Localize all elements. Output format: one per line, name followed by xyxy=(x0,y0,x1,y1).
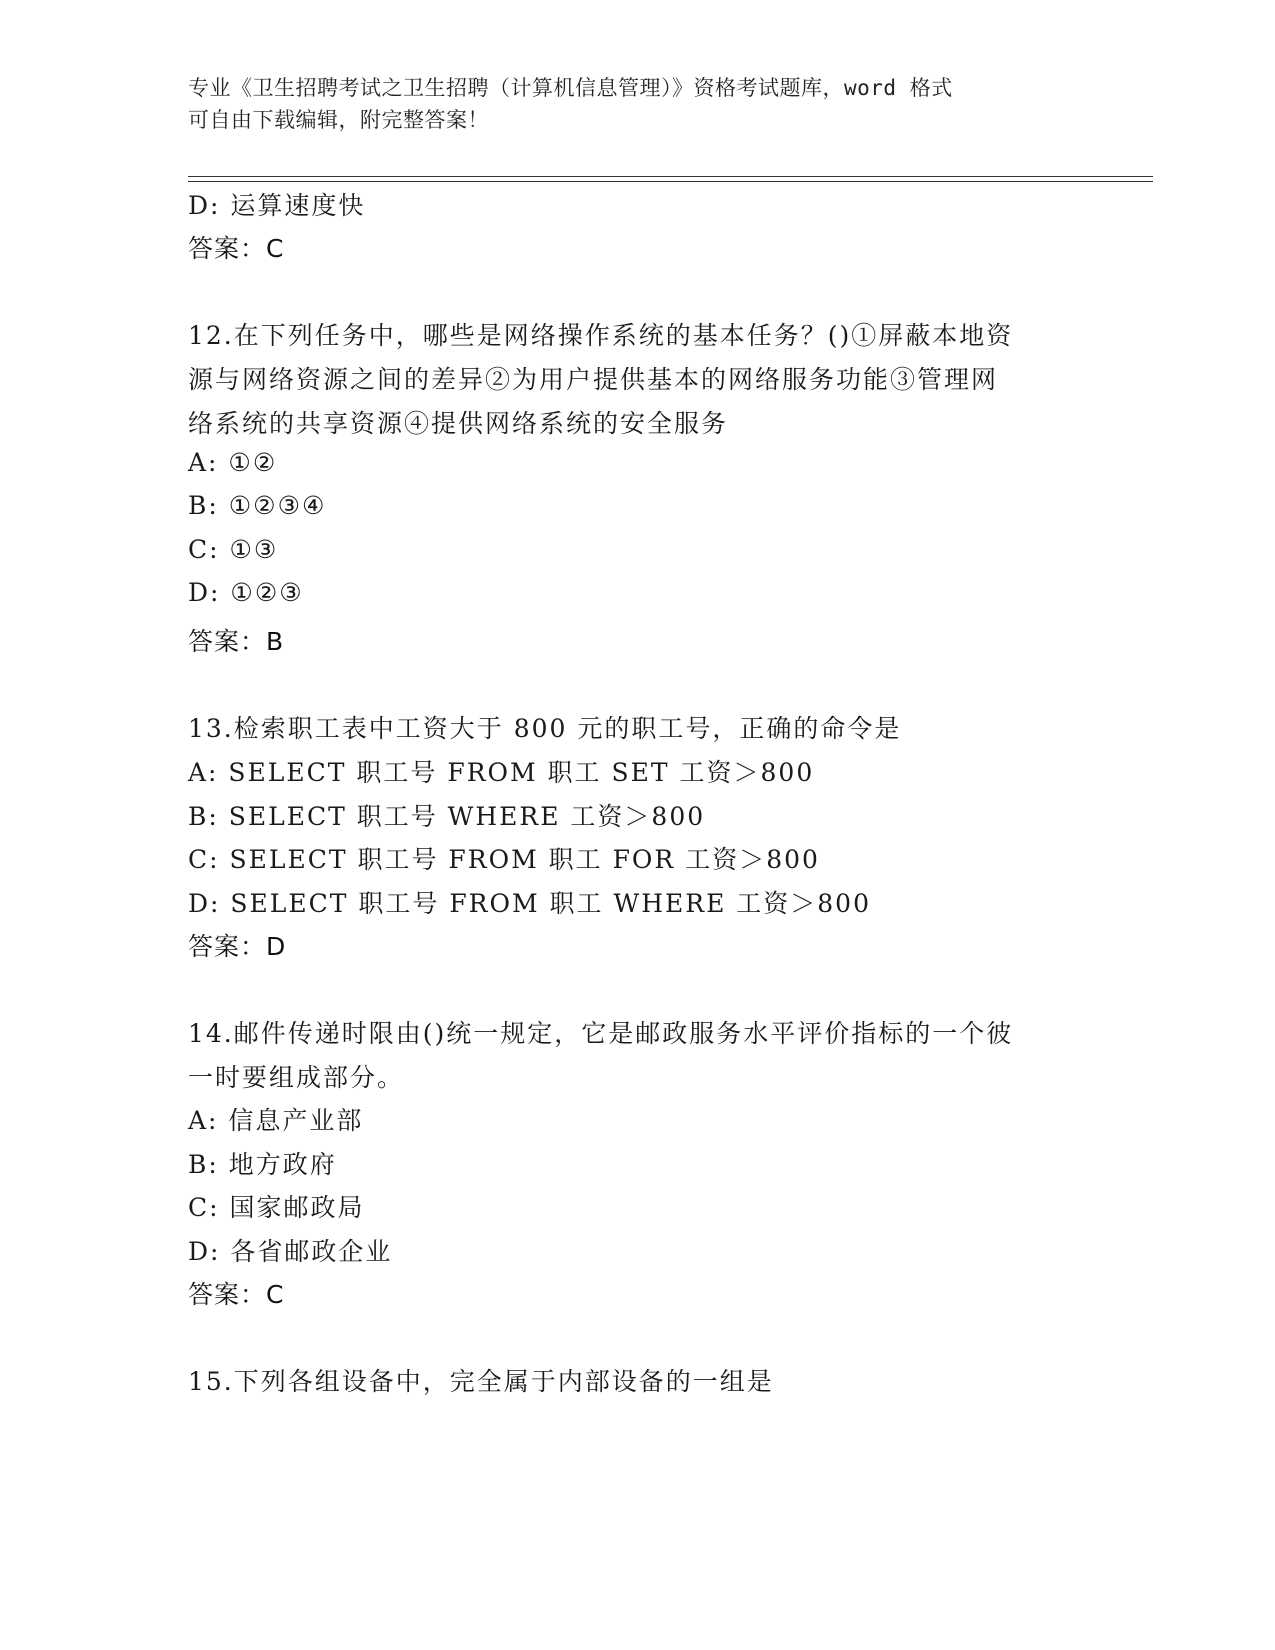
q12-stem-line-3: 络系统的共享资源④提供网络系统的安全服务 xyxy=(188,409,729,438)
q14-stem-line-2: 一时要组成部分。 xyxy=(188,1063,405,1092)
q12-option-a: A: ①② xyxy=(188,448,278,477)
q14-option-c: C: 国家邮政局 xyxy=(188,1193,365,1222)
q14-option-d: D: 各省邮政企业 xyxy=(188,1237,393,1266)
q13-option-c: C: SELECT 职工号 FROM 职工 FOR 工资＞800 xyxy=(188,845,820,874)
q13-option-d: D: SELECT 职工号 FROM 职工 WHERE 工资＞800 xyxy=(188,889,871,918)
q13-option-b: B: SELECT 职工号 WHERE 工资＞800 xyxy=(188,802,706,831)
prev-option-d: D: 运算速度快 xyxy=(188,191,366,220)
q13-option-a: A: SELECT 职工号 FROM 职工 SET 工资＞800 xyxy=(188,758,815,787)
header-divider-bottom xyxy=(188,181,1153,182)
q14-option-a: A: 信息产业部 xyxy=(188,1106,364,1135)
document-header xyxy=(188,72,1068,136)
q12-stem-line-2: 源与网络资源之间的差异②为用户提供基本的网络服务功能③管理网 xyxy=(188,365,999,394)
header-divider-top xyxy=(188,176,1153,177)
q14-option-b: B: 地方政府 xyxy=(188,1150,337,1179)
q14-stem-line-1: 14.邮件传递时限由()统一规定，它是邮政服务水平评价指标的一个彼 xyxy=(188,1019,1014,1048)
q12-option-c: C: ①③ xyxy=(188,535,279,564)
q12-answer: 答案：B xyxy=(188,627,285,656)
q12-option-d: D: ①②③ xyxy=(188,578,304,607)
header-line-2: 可自由下载编辑，附完整答案！ xyxy=(188,108,489,132)
header-line-1: 专业《卫生招聘考试之卫生招聘（计算机信息管理）》资格考试题库，word 格式 xyxy=(188,76,953,100)
q15-stem-line-1: 15.下列各组设备中，完全属于内部设备的一组是 xyxy=(188,1367,774,1396)
q13-stem-line-1: 13.检索职工表中工资大于 800 元的职工号，正确的命令是 xyxy=(188,714,902,743)
q12-stem-line-1: 12.在下列任务中，哪些是网络操作系统的基本任务？()①屏蔽本地资 xyxy=(188,321,1014,350)
q14-answer: 答案：C xyxy=(188,1280,285,1309)
q13-answer: 答案：D xyxy=(188,932,287,961)
prev-answer: 答案：C xyxy=(188,234,285,263)
q12-option-b: B: ①②③④ xyxy=(188,491,327,520)
